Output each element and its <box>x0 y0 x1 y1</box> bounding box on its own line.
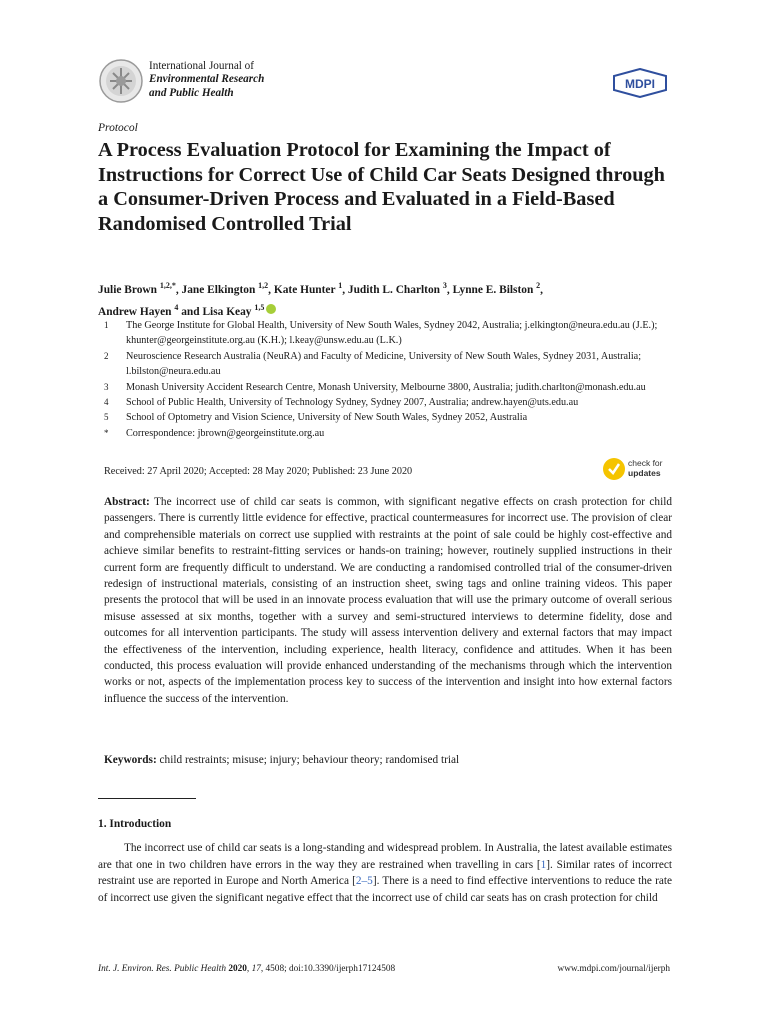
intro-text-2: ]. Similar rates of incorrect restraint use are reported in Europe and North America [ <box>98 858 672 888</box>
affiliation-text: Monash University Accident Research Centre, Monash University, Melbourne 3800, Australia; judith.charlton@monash.edu.au <box>126 381 646 393</box>
check-updates-line1: check for <box>628 458 663 468</box>
affiliation-list <box>104 318 684 441</box>
author-name: Jane Elkington <box>181 283 256 296</box>
affiliation-text: The George Institute for Global Health, University of New South Wales, Sydney 2042, Australia; j.elkington@neura.edu.au (J.E.); khunter@georgeinstitute.org.au (K.H.); l.keay@unsw.edu.au (L.K.) <box>126 320 658 347</box>
affiliation-number: * <box>104 427 109 438</box>
author-affil-sup: 1,2, <box>159 281 172 290</box>
author-separator: and <box>178 305 203 318</box>
affiliation-number: 2 <box>104 350 109 361</box>
check-updates-line2: updates <box>628 468 661 478</box>
journal-name <box>149 60 264 100</box>
footer-url[interactable]: www.mdpi.com/journal/ijerph <box>557 964 670 974</box>
intro-paragraph <box>98 840 672 907</box>
article-title: A Process Evaluation Protocol for Examining the Impact of Instructions for Correct Use of Child Car Seats Designed through a Consumer-Driven Process and Evaluated in a Field-Based Randomised Controlled Trial <box>98 139 665 235</box>
ref-link-1[interactable]: 1 <box>540 858 547 871</box>
keywords <box>104 754 672 766</box>
author-name: Julie Brown <box>98 283 157 296</box>
author-affil-sup: 1,2 <box>258 281 269 290</box>
abstract-text: The incorrect use of child car seats is common, with significant negative effects on crash protection for child passengers. There is currently little evidence for effective, practical countermeasures for incorrect use. The provision of clear and comprehensible materials on correct use supplied with restraints at the point of sale could be highly cost-effective and achieve similar benefits to restraint-fitting services or hands-on training; however, routinely supplied instructions in their current form are frequently difficult to understand. We are conducting a randomised controlled trial of the consumer-driven redesign of instructional materials, consisting of an instruction sheet, swing tags and online training videos. This paper presents the protocol that will be used in an innovate process evaluation that will use the primary outcome of overall serious misuse assessed at six months, together with a survey and semi-structured interviews to determine fidelity, dose and outcomes for all intervention participants. The study will assess intervention delivery and external factors that may impact the effectiveness of the intervention, including experience, health literacy, confidence and attitudes. When it has been conducted, this process evaluation will provide enhanced understanding of the mechanisms through which the intervention works or not, aspects of the implementation process key to success of the intervention and insight into how external factors influence the success of the intervention. <box>104 496 673 705</box>
affiliation-text: School of Public Health, University of Technology Sydney, Sydney 2007, Australia; andrew.hayen@uts.edu.au <box>126 397 579 409</box>
mdpi-logo-text: MDPI <box>625 77 655 91</box>
footer-citation: Int. J. Environ. Res. Public Health 2020, 17, 4508; doi:10.3390/ijerph17124508 <box>98 964 396 974</box>
author-separator: , <box>540 283 543 296</box>
intro-text-1: The incorrect use of child car seats is a long-standing and widespread problem. In Australia, the latest available estimates are that one in two children have errors in the way they are restrained when travelling in cars [ <box>98 842 672 871</box>
author-name: Andrew Hayen <box>98 305 172 318</box>
affiliation-item <box>104 349 684 380</box>
author-separator: , <box>175 283 182 296</box>
author-name: Kate Hunter <box>273 283 336 296</box>
affiliation-number: 5 <box>104 412 109 423</box>
author-affil-sup: 1,5 <box>254 302 265 312</box>
author-affil-sup: 1 <box>338 281 343 290</box>
journal-logo-icon <box>98 58 144 104</box>
footer-volume: 17 <box>251 964 261 974</box>
author-separator: , <box>446 283 453 296</box>
section-heading: 1. Introduction <box>98 818 172 830</box>
journal-line1: International Journal of <box>149 60 255 72</box>
author-separator: , <box>268 283 274 296</box>
author-list <box>98 277 678 321</box>
mdpi-logo-icon <box>612 68 668 98</box>
affiliation-item <box>104 426 684 441</box>
article-type: Protocol <box>98 122 138 134</box>
ref-link-2[interactable]: 2–5 <box>355 875 373 888</box>
affiliation-number: 4 <box>104 397 109 408</box>
journal-line2: Environmental Research <box>149 73 265 86</box>
author-name: Lynne E. Bilston <box>452 283 534 296</box>
author-separator: , <box>342 283 348 296</box>
affiliation-text: School of Optometry and Vision Science, University of New South Wales, Sydney 2052, Australia <box>126 412 528 424</box>
publication-dates: Received: 27 April 2020; Accepted: 28 May 2020; Published: 23 June 2020 <box>104 466 413 477</box>
affiliation-item <box>104 318 684 349</box>
affiliation-number: 3 <box>104 381 109 392</box>
footer-journal: Int. J. Environ. Res. Public Health <box>98 964 226 974</box>
author-affil-sup: 4 <box>174 302 179 312</box>
affiliation-item <box>104 395 684 410</box>
author-name: Judith L. Charlton <box>347 283 440 296</box>
abstract-label: Abstract: <box>104 496 150 508</box>
corresponding-star: * <box>171 281 176 290</box>
affiliation-text: Neuroscience Research Australia (NeuRA) and Faculty of Medicine, University of New South Wales, Sydney 2031, Australia; l.bilston@neura.edu.au <box>126 350 642 378</box>
author-affil-sup: 3 <box>442 281 447 290</box>
affiliation-item <box>104 380 684 395</box>
journal-line3: and Public Health <box>149 86 234 99</box>
abstract <box>104 494 672 707</box>
author-affil-sup: 2 <box>536 281 541 290</box>
check-for-updates-badge[interactable] <box>601 455 679 483</box>
affiliation-number: 1 <box>104 320 109 330</box>
affiliation-item <box>104 410 684 425</box>
footer-doi: , 4508; doi:10.3390/ijerph17124508 <box>260 964 396 974</box>
keywords-text: child restraints; misuse; injury; behaviour theory; randomised trial <box>159 754 460 766</box>
author-name: Lisa Keay <box>202 305 252 318</box>
keywords-label: Keywords: <box>104 754 157 766</box>
orcid-icon[interactable] <box>266 304 276 314</box>
footer-year: 2020 <box>228 964 247 974</box>
affiliation-text: Correspondence: jbrown@georgeinstitute.org.au <box>126 427 325 439</box>
section-divider <box>98 798 196 799</box>
intro-text-3: ]. There is a need to find effective interventions to reduce the rate of incorrect use given the significant negative effect that the incorrect use of child car seats has on crash protection for child <box>98 875 672 905</box>
